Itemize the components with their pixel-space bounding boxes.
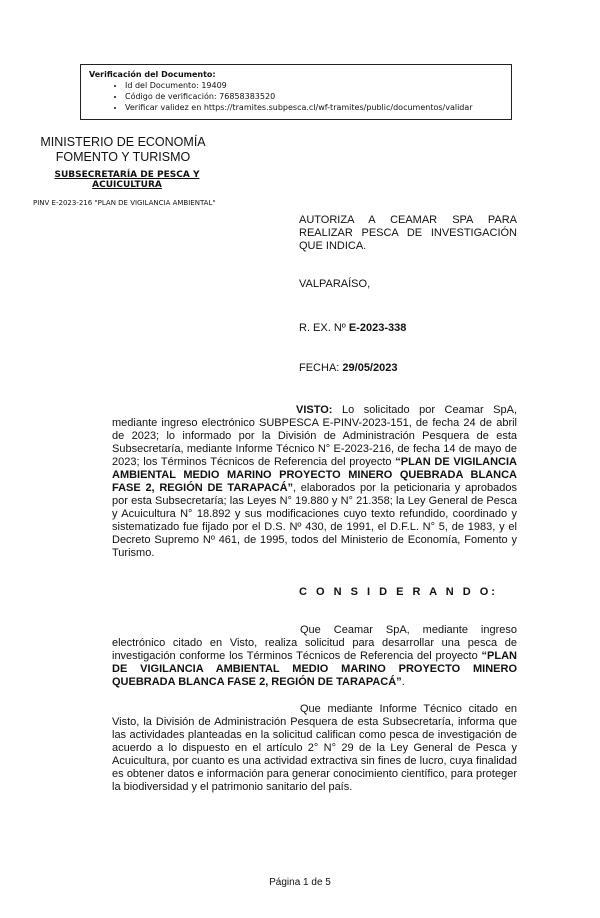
para1-text-a: Que Ceamar SpA, mediante ingreso electrónico citado en Visto, realiza solicitud para desarrollar una pesca de investigación conforme los Términos Técnicos de Referencia del proyecto [112, 624, 517, 662]
considerando-paragraph-1 [112, 624, 517, 689]
city-line: VALPARAÍSO, [299, 278, 371, 290]
para1-project: “PLAN DE VIGILANCIA AMBIENTAL MEDIO MARINO PROYECTO MINERO QUEBRADA BLANCA FASE 2, REGIÓN DE TARAPACÁ” [112, 650, 517, 688]
resolution-number [299, 322, 517, 335]
visto-project: “PLAN DE VIGILANCIA AMBIENTAL MEDIO MARINO PROYECTO MINERO QUEBRADA BLANCA FASE 2, REGIÓN DE TARAPACÁ” [112, 456, 517, 494]
visto-label: VISTO: [296, 404, 333, 416]
visto-text-b: , elaborados por la peticionaria y aprobados por esta Subsecretaría; las Leyes N° 19.880 y N° 21.358; la Ley General de Pesca y Acuicultura N° 18.892 y sus modificaciones cuyo texto refundido, coordinado y sistematizado fue fijado por el D.S. Nº 430, de 1991, el D.F.L. N° 5, de 1983, y el Decreto Supremo Nº 461, de 1995, todos del Ministerio de Economía, Fomento y Turismo. [112, 482, 518, 559]
verification-id: • Id del Documento: 19409 [125, 80, 511, 91]
verification-url[interactable]: • Verificar validez en https://tramites.subpesca.cl/wf-tramites/public/documentos/validar [125, 102, 511, 113]
fecha-label: FECHA: [299, 362, 343, 374]
resolution-summary: AUTORIZA A CEAMAR SPA PARA REALIZAR PESCA DE INVESTIGACIÓN QUE INDICA. [299, 214, 517, 252]
fecha-value: 29/05/2023 [342, 362, 398, 374]
ministry-line2: FOMENTO Y TURISMO [55, 150, 191, 164]
visto-indent [112, 404, 517, 560]
verification-list [89, 80, 511, 113]
rex-label: R. EX. Nº [299, 322, 349, 334]
rex-number: E-2023-338 [348, 322, 407, 334]
subsecretaria-name: SUBSECRETARÍA DE PESCA Y ACUICULTURA [54, 170, 200, 190]
para1-body [112, 624, 517, 689]
resolution-date [299, 362, 517, 375]
verification-title: Verificación del Documento: [89, 70, 216, 79]
visto-paragraph [112, 404, 517, 560]
ministry-header [36, 135, 210, 165]
ministry-line1: MINISTERIO DE ECONOMÍA [40, 135, 206, 149]
pinv-reference: PINV E-2023-216 "PLAN DE VIGILANCIA AMBIENTAL" [33, 199, 216, 207]
para1-text-b: . [401, 676, 405, 688]
verification-box [80, 64, 512, 120]
considerando-heading: C O N S I D E R A N D O: [299, 586, 498, 598]
para2-body: Que mediante Informe Técnico citado en Visto, la División de Administración Pesquera de esta Subsecretaría, informa que las actividades planteadas en la solicitud califican como pesca de investigación de acuerdo a lo dispuesto en el artículo 2° N° 29 de la Ley General de Pesca y Acuicultura, por cuanto es una actividad extractiva sin fines de lucro, cuya finalidad es obtener datos e información para generar conocimiento científico, para proteger la biodiversidad y el patrimonio sanitario del país. [112, 703, 517, 793]
considerando-paragraph-2 [112, 703, 517, 794]
verification-code: • Código de verificación: 76858383520 [125, 91, 511, 102]
visto-text-a: Lo solicitado por Ceamar SpA, mediante ingreso electrónico SUBPESCA E-PINV-2023-151, de fecha 24 de abril de 2023; lo informado por la División de Administración Pesquera de esta Subsecretaría, mediante Informe Técnico N° E-2023-216, de fecha 14 de mayo de 2023; los Términos Técnicos de Referencia del proyecto [112, 404, 517, 468]
page-number: Página 1 de 5 [269, 877, 331, 888]
